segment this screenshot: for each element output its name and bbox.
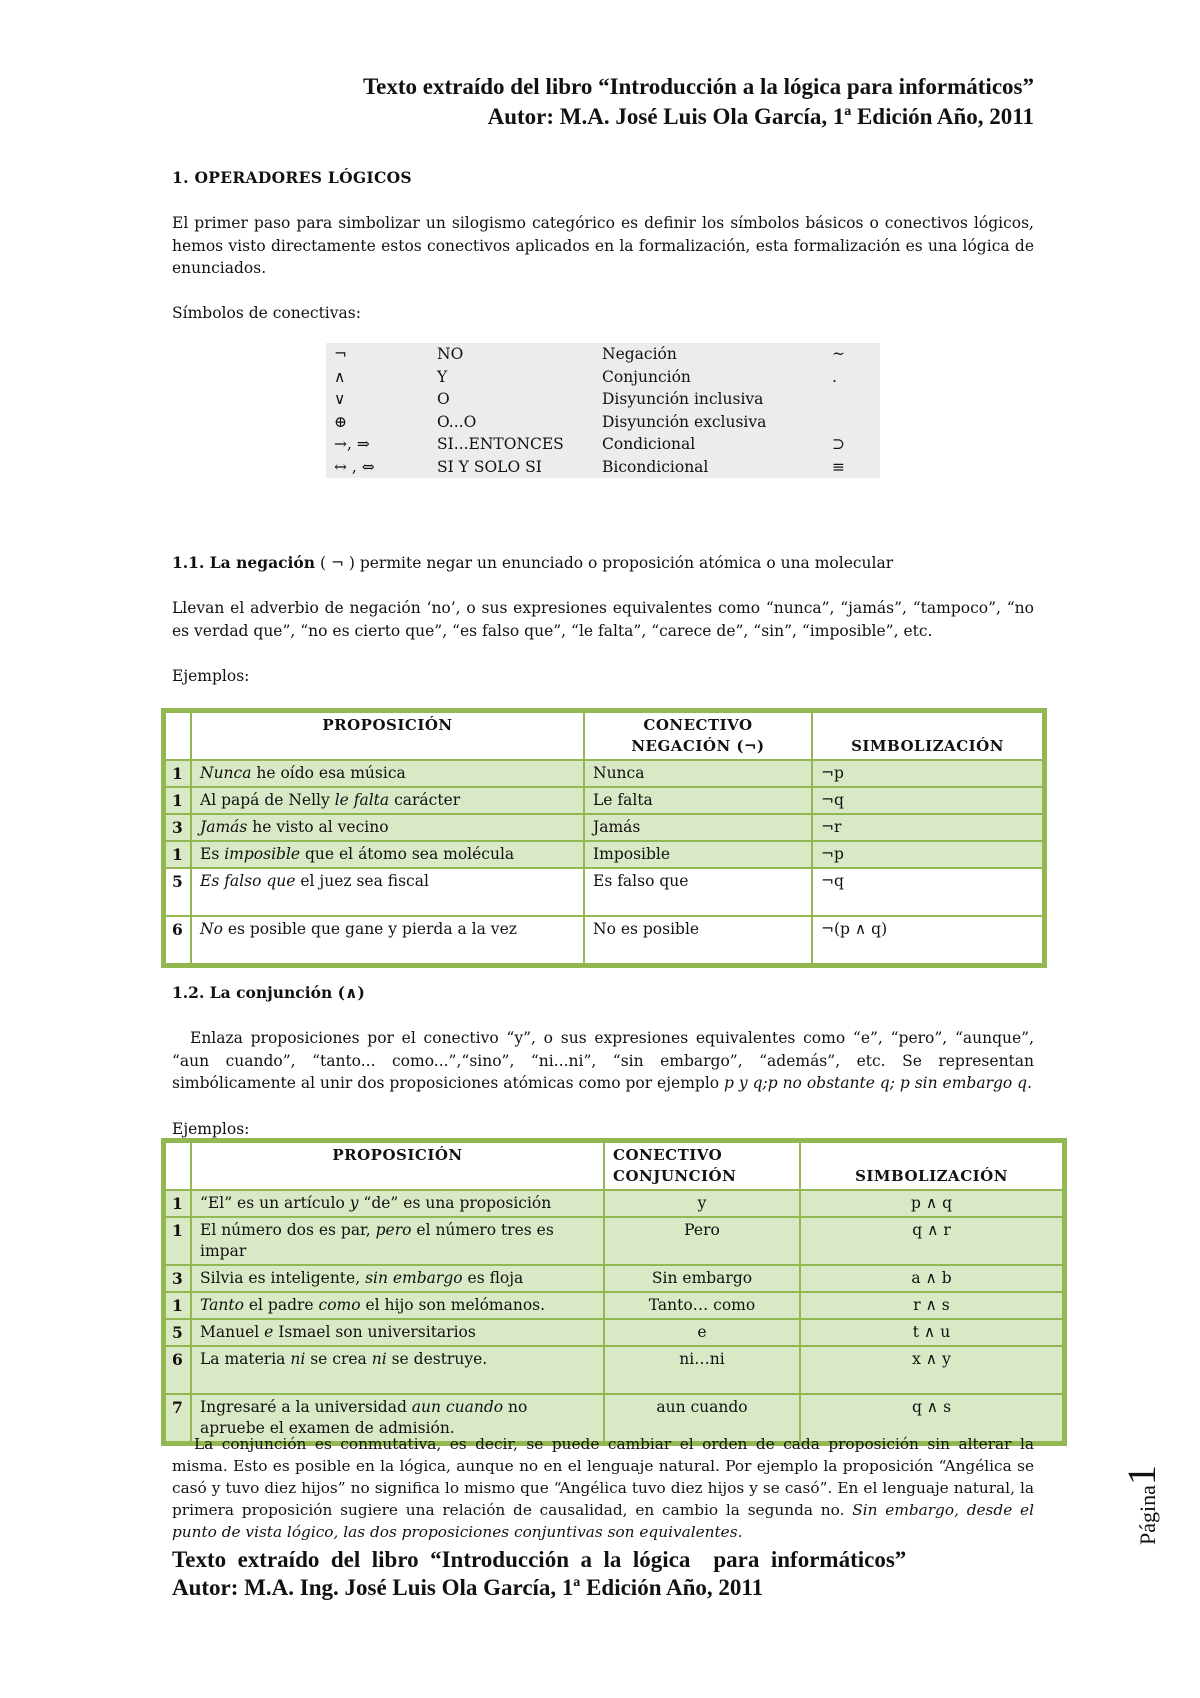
row-symbolization: ¬(p ∧ q) xyxy=(812,916,1043,964)
symbol-alt: ~ xyxy=(832,345,845,363)
row-proposition xyxy=(191,841,584,868)
text-fragment: Al papá de Nelly xyxy=(200,791,335,809)
conjunction-description xyxy=(172,1027,1034,1095)
row-symbolization: r ∧ s xyxy=(800,1292,1063,1319)
page-number: 1 xyxy=(1119,1465,1164,1486)
table-row xyxy=(165,1319,1063,1346)
row-proposition xyxy=(191,1265,604,1292)
row-number: 1 xyxy=(165,841,191,868)
row-number: 3 xyxy=(165,814,191,841)
conjunction-header-sym: SIMBOLIZACIÓN xyxy=(800,1142,1063,1190)
symbol-sym: ↔ , ⇔ xyxy=(334,457,375,476)
symbol-name: Negación xyxy=(602,345,677,363)
italic-fragment: e xyxy=(264,1323,274,1341)
row-proposition xyxy=(191,1217,604,1265)
symbol-name: Conjunción xyxy=(602,367,691,386)
row-number: 1 xyxy=(165,787,191,814)
symbol-word: O xyxy=(437,390,450,408)
row-connective: Nunca xyxy=(584,760,812,787)
table-row xyxy=(165,1292,1063,1319)
text-fragment: carácter xyxy=(389,791,461,809)
conjunction-closing-text: La conjunción es conmutativa, es decir, se puede cambiar el orden de cada proposición sin alterar la misma. Esto es posible en la lógica, aunque no en el lenguaje natural. Por ejemplo la proposición “Angélica se casó y tuvo diez hijos” no significa lo mismo que “Angélica tuvo diez hijos y se casó”. En el lenguaje natural, la primera proposición sugiere una relación de causalidad, en cambio la segunda no. xyxy=(172,1435,1034,1519)
conjunction-table xyxy=(161,1138,1067,1446)
negation-description: Llevan el adverbio de negación ‘no’, o sus expresiones equivalentes como “nunca”, “jamás”, “tampoco”, “no es verdad que”, “no es cierto que”, “es falso que”, “le falta”, “carece de”, “sin”, “imposible”, etc. xyxy=(172,599,1034,640)
text-fragment: el juez sea fiscal xyxy=(295,872,429,890)
row-connective: Le falta xyxy=(584,787,812,814)
row-number: 6 xyxy=(165,1346,191,1394)
table-row xyxy=(165,868,1043,916)
symbol-alt xyxy=(824,388,880,411)
negation-header-num xyxy=(165,712,191,760)
text-fragment: el número tres es impar xyxy=(200,1221,554,1260)
row-proposition xyxy=(191,1190,604,1217)
table-row xyxy=(165,760,1043,787)
row-symbolization: q ∧ s xyxy=(800,1394,1063,1442)
row-symbolization: x ∧ y xyxy=(800,1346,1063,1394)
negation-table xyxy=(161,708,1047,968)
row-number: 5 xyxy=(165,868,191,916)
symbol-word: NO xyxy=(437,345,464,363)
symbol-alt: . xyxy=(832,367,837,386)
negation-header-sym: SIMBOLIZACIÓN xyxy=(812,712,1043,760)
negation-examples-label: Ejemplos: xyxy=(172,667,250,685)
table-row xyxy=(165,814,1043,841)
row-proposition xyxy=(191,868,584,916)
symbol-alt: ⊃ xyxy=(832,435,845,453)
symbol-alt: ≡ xyxy=(832,457,845,476)
section-1-title: 1. OPERADORES LÓGICOS xyxy=(172,168,412,187)
row-number: 1 xyxy=(165,760,191,787)
header-line-1: Texto extraído del libro “Introducción a la lógica para informáticos” xyxy=(362,74,1034,99)
symbol-word: SI Y SOLO SI xyxy=(437,457,542,476)
text-fragment: Es xyxy=(200,845,225,863)
footer-line-2: Autor: M.A. Ing. José Luis Ola García, 1ª Edición Año, 2011 xyxy=(172,1575,764,1600)
page-number-label xyxy=(1118,1465,1165,1545)
table-row xyxy=(165,787,1043,814)
footer-line-1: Texto extraído del libro “Introducción a la lógica para informáticos” xyxy=(172,1547,907,1572)
italic-fragment: Tanto xyxy=(200,1296,244,1314)
row-connective: Pero xyxy=(604,1217,800,1265)
italic-fragment: y xyxy=(349,1194,359,1212)
row-symbolization: t ∧ u xyxy=(800,1319,1063,1346)
row-connective: Jamás xyxy=(584,814,812,841)
row-symbolization: ¬p xyxy=(812,841,1043,868)
negation-title-rest: ( ¬ ) permite negar un enunciado o proposición atómica o una molecular xyxy=(315,554,894,572)
row-connective: ni…ni xyxy=(604,1346,800,1394)
row-symbolization: a ∧ b xyxy=(800,1265,1063,1292)
negation-header-con xyxy=(584,712,812,760)
row-proposition xyxy=(191,1346,604,1394)
row-connective: Sin embargo xyxy=(604,1265,800,1292)
symbols-table xyxy=(326,343,880,478)
symbol-name: Bicondicional xyxy=(602,457,709,476)
symbol-word: SI...ENTONCES xyxy=(437,435,564,453)
table-row xyxy=(165,916,1043,964)
negation-title-bold: 1.1. La negación xyxy=(172,553,316,572)
italic-fragment: le falta xyxy=(334,791,390,809)
row-proposition xyxy=(191,760,584,787)
text-fragment: Silvia es inteligente, xyxy=(200,1269,366,1287)
symbols-label: Símbolos de conectivas: xyxy=(172,304,361,322)
symbol-row xyxy=(326,388,880,411)
row-symbolization: ¬p xyxy=(812,760,1043,787)
italic-fragment: aun cuando xyxy=(411,1398,504,1416)
italic-fragment: como xyxy=(318,1296,361,1314)
symbol-sym: ∨ xyxy=(334,390,346,408)
conjunction-header-num xyxy=(165,1142,191,1190)
symbol-name: Condicional xyxy=(602,435,696,453)
symbol-sym: ¬ xyxy=(334,345,347,363)
symbol-row xyxy=(326,366,880,389)
row-symbolization: ¬q xyxy=(812,787,1043,814)
italic-fragment: No xyxy=(200,920,223,938)
row-symbolization: q ∧ r xyxy=(800,1217,1063,1265)
conjunction-desc-1: Enlaza proposiciones por el conectivo “y”, o sus expresiones equivalentes como “e”, “pero”, “aunque”, “aun cuando”, “tanto... como...”,“sino”, “ni...ni”, “sin embargo”, “además”, etc. Se representan simbólicamente al unir dos proposiciones atómicas como por ejemplo xyxy=(172,1029,1034,1092)
table-row xyxy=(165,1346,1063,1394)
negation-title xyxy=(172,552,1034,575)
conjunction-examples-label: Ejemplos: xyxy=(172,1120,250,1138)
text-fragment: Ismael son universitarios xyxy=(273,1323,476,1341)
conjunction-header-con-2: CONJUNCIÓN xyxy=(613,1167,737,1185)
symbol-sym: ∧ xyxy=(334,367,346,386)
text-fragment: “de” es una proposición xyxy=(358,1194,552,1212)
row-symbolization: ¬q xyxy=(812,868,1043,916)
text-fragment: es posible que gane y pierda a la vez xyxy=(222,920,517,938)
conjunction-header-prop: PROPOSICIÓN xyxy=(191,1142,604,1190)
row-symbolization: ¬r xyxy=(812,814,1043,841)
text-fragment: el padre xyxy=(243,1296,319,1314)
row-proposition xyxy=(191,1319,604,1346)
text-fragment: no apruebe el examen de admisión. xyxy=(200,1398,528,1437)
row-connective: No es posible xyxy=(584,916,812,964)
text-fragment: que el átomo sea molécula xyxy=(300,845,515,863)
row-number: 7 xyxy=(165,1394,191,1442)
row-number: 6 xyxy=(165,916,191,964)
conjunction-title-bold: 1.2. La conjunción (∧) xyxy=(172,983,365,1002)
symbol-word: O...O xyxy=(437,412,477,431)
row-number: 5 xyxy=(165,1319,191,1346)
table-row xyxy=(165,1190,1063,1217)
symbol-sym: →, ⇒ xyxy=(334,435,370,453)
negation-header-con-2: NEGACIÓN (¬) xyxy=(631,737,765,755)
row-connective: Tanto… como xyxy=(604,1292,800,1319)
symbol-name: Disyunción exclusiva xyxy=(602,412,767,431)
row-connective: aun cuando xyxy=(604,1394,800,1442)
page-word: Página xyxy=(1135,1485,1160,1545)
row-proposition xyxy=(191,814,584,841)
text-fragment: he oído esa música xyxy=(251,764,406,782)
negation-header-prop: PROPOSICIÓN xyxy=(191,712,584,760)
document-header xyxy=(363,72,1034,132)
text-fragment: se destruye. xyxy=(386,1350,488,1368)
italic-fragment: ni xyxy=(371,1350,387,1368)
row-connective: Imposible xyxy=(584,841,812,868)
section-1-intro: El primer paso para simbolizar un silogismo categórico es definir los símbolos básicos o conectivos lógicos, hemos visto directamente estos conectivos aplicados en la formalización, esta formalización es una lógica de enunciados. xyxy=(172,214,1034,277)
row-number: 1 xyxy=(165,1217,191,1265)
italic-fragment: pero xyxy=(375,1221,412,1239)
row-connective: e xyxy=(604,1319,800,1346)
row-connective: y xyxy=(604,1190,800,1217)
text-fragment: “El” es un artículo xyxy=(200,1194,350,1212)
symbol-alt xyxy=(824,411,880,434)
symbol-row xyxy=(326,343,880,366)
italic-fragment: sin embargo xyxy=(365,1269,463,1287)
italic-fragment: Nunca xyxy=(200,764,252,782)
symbol-sym: ⊕ xyxy=(334,412,347,431)
text-fragment: se crea xyxy=(305,1350,372,1368)
negation-header-con-1: CONECTIVO xyxy=(643,716,753,734)
conjunction-title xyxy=(172,982,1034,1005)
text-fragment: Ingresaré a la universidad xyxy=(200,1398,412,1416)
text-fragment: es floja xyxy=(462,1269,524,1287)
italic-fragment: imposible xyxy=(224,845,301,863)
table-row xyxy=(165,1217,1063,1265)
italic-fragment: ni xyxy=(290,1350,306,1368)
conjunction-desc-2: p y q;p no obstante q; p sin embargo q. xyxy=(724,1074,1033,1092)
symbol-row xyxy=(326,456,880,479)
symbol-row xyxy=(326,411,880,434)
row-proposition xyxy=(191,787,584,814)
text-fragment: he visto al vecino xyxy=(247,818,389,836)
text-fragment: el hijo son melómanos. xyxy=(360,1296,546,1314)
table-row xyxy=(165,841,1043,868)
text-fragment: El número dos es par, xyxy=(200,1221,376,1239)
text-fragment: Manuel xyxy=(200,1323,265,1341)
conjunction-header-con-1: CONECTIVO xyxy=(613,1146,723,1164)
row-symbolization: p ∧ q xyxy=(800,1190,1063,1217)
symbol-word: Y xyxy=(437,367,448,386)
symbol-row xyxy=(326,433,880,456)
header-line-2: Autor: M.A. José Luis Ola García, 1ª Edición Año, 2011 xyxy=(487,104,1034,129)
symbol-name: Disyunción inclusiva xyxy=(602,390,764,408)
italic-fragment: Es falso que xyxy=(200,872,296,890)
document-footer xyxy=(172,1546,1034,1602)
conjunction-closing xyxy=(172,1433,1034,1543)
table-row xyxy=(165,1265,1063,1292)
italic-fragment: Jamás xyxy=(200,818,248,836)
row-connective: Es falso que xyxy=(584,868,812,916)
row-number: 3 xyxy=(165,1265,191,1292)
row-proposition xyxy=(191,916,584,964)
text-fragment: La materia xyxy=(200,1350,291,1368)
row-number: 1 xyxy=(165,1292,191,1319)
row-number: 1 xyxy=(165,1190,191,1217)
conjunction-closing-italic: Sin embargo, desde el punto de vista lógico, las dos proposiciones conjuntivas son equivalentes. xyxy=(172,1501,1034,1541)
row-proposition xyxy=(191,1292,604,1319)
conjunction-header-con xyxy=(604,1142,800,1190)
